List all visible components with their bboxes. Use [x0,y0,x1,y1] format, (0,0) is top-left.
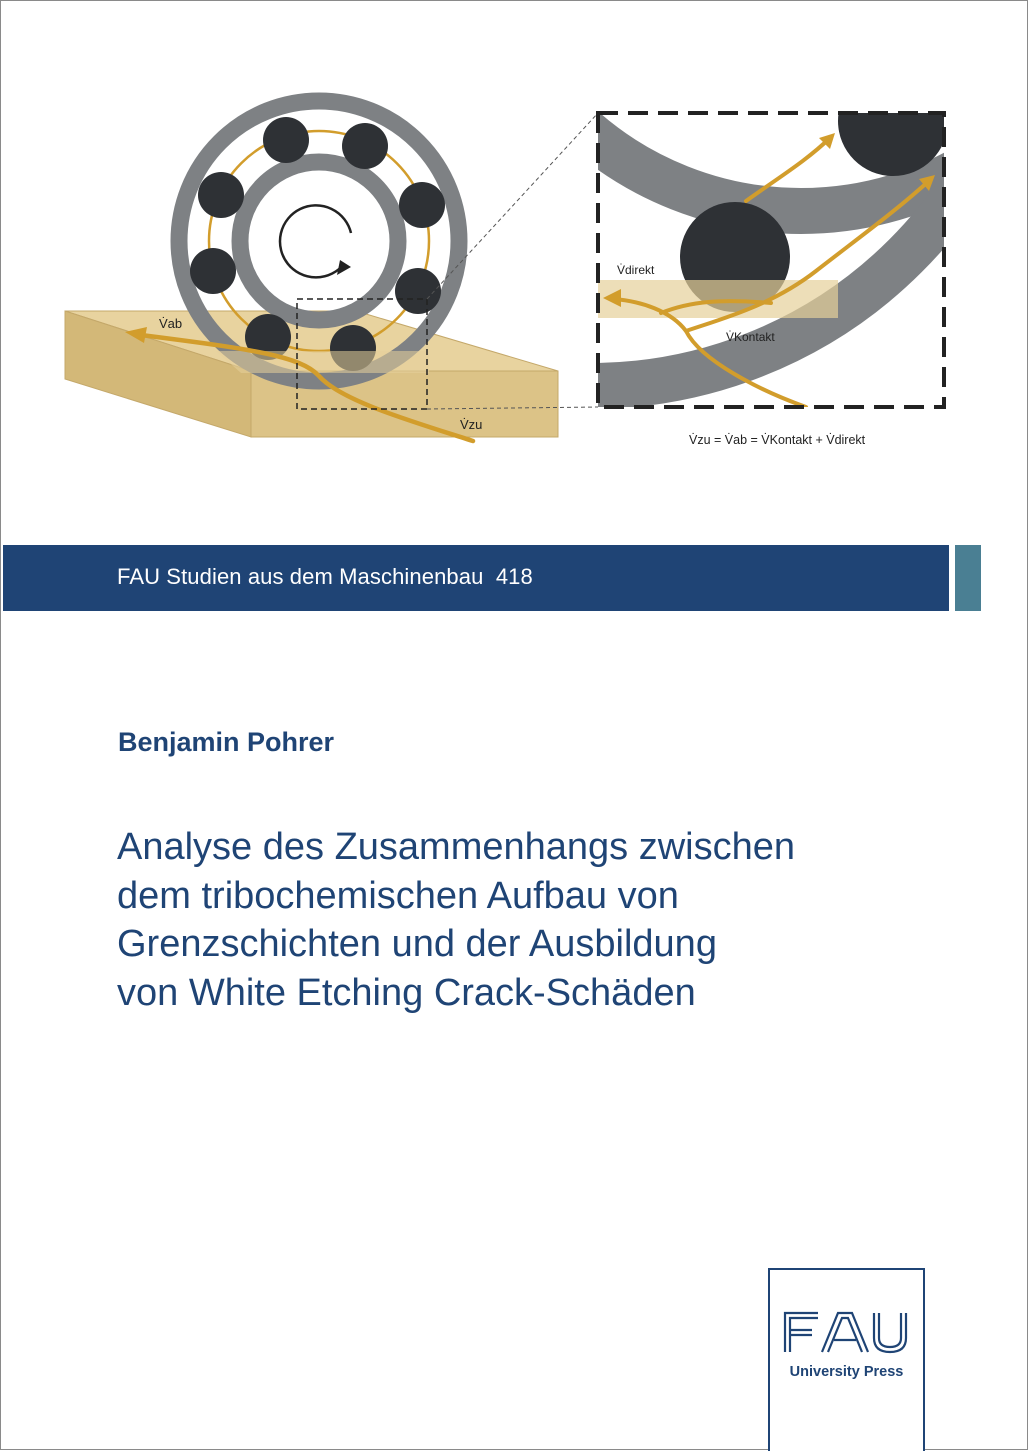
bearing-lubricant-flow-diagram [1,1,1028,471]
fau-university-press-logo [768,1268,925,1451]
series-title: FAU Studien aus dem Maschinenbau 418 [117,564,533,589]
label-v-direkt: V̇direkt [617,263,655,277]
title-line: von White Etching Crack-Schäden [117,971,696,1014]
author-name: Benjamin Pohrer [118,727,335,757]
flow-equation: V̇zu = V̇ab = V̇Kontakt + V̇direkt [689,433,866,447]
title-line: Grenzschichten und der Ausbildung [117,923,717,965]
label-v-ab: V̇ab [159,316,183,331]
label-v-zu: V̇zu [460,417,483,432]
book-title [117,823,917,1017]
title-line: dem tribochemischen Aufbau von [117,874,679,917]
fau-logo-icon [782,1310,911,1354]
label-v-kontakt: V̇Kontakt [726,330,775,344]
publisher-name: University Press [789,1364,904,1380]
series-accent-bar [955,545,981,611]
title-line: Analyse des Zusammenhangs zwischen [117,826,796,868]
